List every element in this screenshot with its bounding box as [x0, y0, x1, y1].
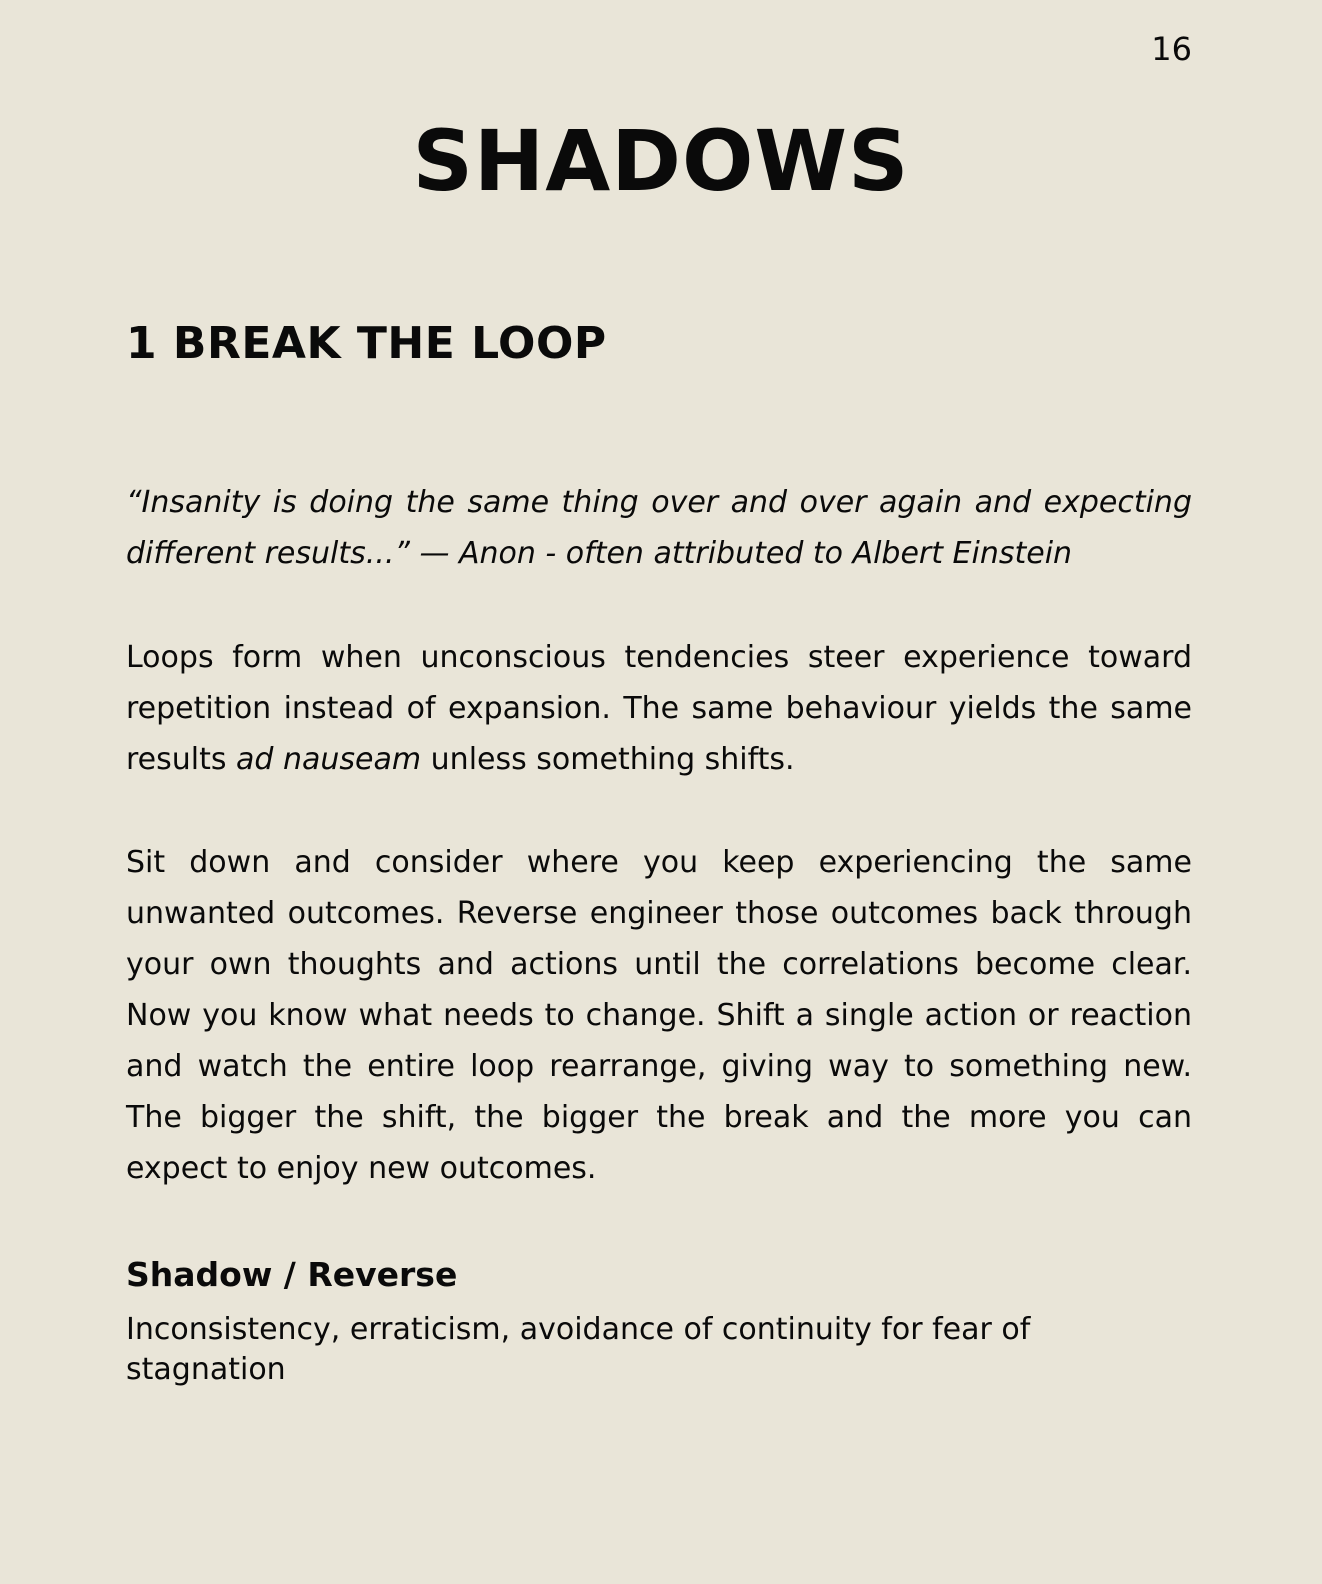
paragraph-1-text-start: Loops form when unconscious tendencies steer experience toward repetition instead of expansion. The same behaviour yields the same results [126, 640, 1192, 777]
body-paragraph-1 [126, 632, 1192, 785]
shadow-text: Inconsistency, erraticism, avoidance of continuity for fear of stagnation [126, 1312, 1031, 1387]
page-number: 16 [1151, 30, 1192, 68]
page-title: SHADOWS [412, 112, 910, 210]
epigraph-quote: “Insanity is doing the same thing over and over again and expecting different results...” — Anon - often attributed to Albert Einstein [126, 485, 1192, 571]
paragraph-1-emphasis: ad nauseam [236, 742, 422, 777]
paragraph-1-text-end: unless something shifts. [421, 742, 795, 777]
shadow-heading: Shadow / Reverse [126, 1255, 458, 1294]
body-paragraph-2: Sit down and consider where you keep experiencing the same unwanted outcomes. Reverse engineer those outcomes back through your own thoughts and actions until the correlations become clear. Now you know what needs to change. Shift a single action or reaction and watch the entire loop rearrange, giving way to something new. The bigger the shift, the bigger the break and the more you can expect to enjoy new outcomes. [126, 845, 1192, 1186]
section-heading: 1 BREAK THE LOOP [126, 318, 607, 369]
